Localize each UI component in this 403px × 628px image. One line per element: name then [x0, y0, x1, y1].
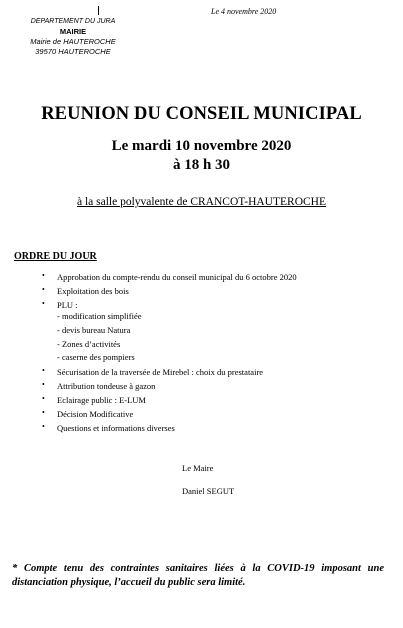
agenda-item-label: Questions et informations diverses: [57, 423, 175, 433]
bullet-icon: •: [42, 299, 45, 308]
department-name: DEPARTEMENT DU JURA: [30, 18, 116, 25]
list-item: [42, 380, 156, 391]
list-item: [42, 408, 134, 419]
bullet-icon: •: [42, 422, 45, 431]
agenda-heading: ORDRE DU JOUR: [14, 251, 97, 262]
agenda-item-label: Décision Modificative: [57, 409, 134, 419]
header-tick-mark: [98, 6, 99, 15]
meeting-date: Le mardi 10 novembre 2020: [111, 138, 292, 154]
list-item: [42, 285, 129, 296]
plu-subitem: - devis bureau Natura: [57, 325, 131, 335]
signature-role: Le Maire: [182, 463, 214, 473]
mairie-header: [14, 17, 132, 57]
agenda-item-label: PLU :: [57, 300, 78, 310]
agenda-item-label: Sécurisation de la traversée de Mirebel : choix du prestataire: [57, 367, 264, 377]
bullet-icon: •: [42, 380, 45, 389]
agenda-item-label: Eclairage public : E-LUM: [57, 395, 146, 405]
agenda-item-label: Attribution tondeuse à gazon: [57, 381, 156, 391]
mairie-of-label: Mairie de HAUTEROCHE: [30, 37, 116, 46]
list-item: [42, 394, 146, 405]
list-item: [42, 422, 175, 433]
signature-name: Daniel SEGUT: [182, 486, 235, 496]
postal-address: 39570 HAUTEROCHE: [35, 47, 111, 56]
bullet-icon: •: [42, 271, 45, 280]
letter-date: Le 4 novembre 2020: [211, 7, 277, 16]
list-item: [42, 299, 78, 310]
plu-subitem: - Zones d’activités: [57, 339, 121, 349]
bullet-icon: •: [42, 285, 45, 294]
meeting-venue: à la salle polyvalente de CRANCOT-HAUTEROCHE: [76, 196, 327, 208]
plu-subitem: - caserne des pompiers: [57, 352, 135, 362]
bullet-icon: •: [42, 408, 45, 417]
bullet-icon: •: [42, 394, 45, 403]
covid-notice: * Compte tenu des contraintes sanitaires liées à la COVID-19 imposant une distanciation physique, l’accueil du public sera limité.: [12, 563, 384, 588]
agenda-item-label: Exploitation des bois: [57, 286, 129, 296]
list-item: [42, 366, 264, 377]
list-item: [42, 271, 297, 282]
plu-subitem: - modification simplifiée: [57, 311, 142, 321]
agenda-item-label: Approbation du compte-rendu du conseil municipal du 6 octobre 2020: [57, 272, 297, 282]
bullet-icon: •: [42, 366, 45, 375]
meeting-time: à 18 h 30: [172, 157, 231, 173]
mairie-label: MAIRIE: [59, 27, 87, 36]
page-title: REUNION DU CONSEIL MUNICIPAL: [41, 104, 362, 124]
